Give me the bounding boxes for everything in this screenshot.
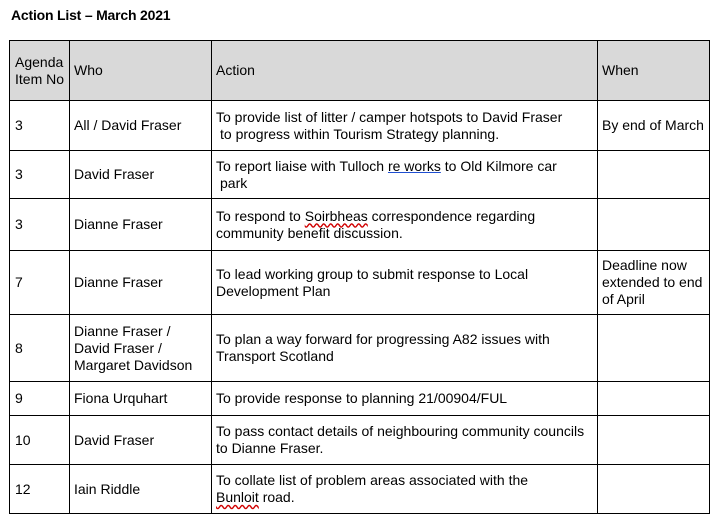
header-row	[10, 41, 710, 101]
action-text: To respond to	[216, 207, 305, 224]
action-text: To collate list of problem areas associated with the	[216, 472, 529, 488]
table-row	[10, 315, 710, 382]
agenda-cell: 8	[10, 315, 70, 382]
who-cell: Dianne Fraser	[70, 251, 212, 315]
when-cell	[598, 416, 710, 465]
when-cell	[598, 382, 710, 416]
who-cell: All / David Fraser	[70, 101, 212, 151]
when-cell	[598, 199, 710, 251]
header-when: When	[598, 41, 710, 101]
action-text: correspondence regarding community benefit discussion.	[216, 207, 536, 241]
who-cell: Dianne Fraser / David Fraser / Margaret Davidson	[70, 315, 212, 382]
action-text: To report liaise with Tulloch	[216, 157, 388, 174]
agenda-cell: 12	[10, 465, 70, 514]
agenda-cell: 9	[10, 382, 70, 416]
when-cell: By end of March	[598, 101, 710, 151]
action-table	[9, 40, 710, 514]
action-text: road.	[258, 489, 295, 505]
who-cell: Fiona Urquhart	[70, 382, 212, 416]
agenda-cell: 10	[10, 416, 70, 465]
table-row	[10, 199, 710, 251]
header-agenda: Agenda Item No	[10, 41, 70, 101]
action-cell	[212, 101, 598, 151]
when-cell: Deadline now extended to end of April	[598, 251, 710, 315]
action-text-spellcheck: Bunloit	[216, 489, 259, 505]
table-row	[10, 151, 710, 199]
who-cell: Iain Riddle	[70, 465, 212, 514]
action-cell	[212, 151, 598, 199]
table-row	[10, 382, 710, 416]
agenda-cell: 3	[10, 151, 70, 199]
page-title: Action List – March 2021	[11, 7, 171, 23]
action-cell: To pass contact details of neighbouring community councils to Dianne Fraser.	[212, 416, 598, 465]
header-who: Who	[70, 41, 212, 101]
action-text-spellcheck: Soirbheas	[304, 207, 368, 224]
agenda-cell: 3	[10, 101, 70, 151]
table-row	[10, 465, 710, 514]
action-text-underlined: re works	[387, 157, 441, 174]
action-text: to Old Kilmore car	[440, 157, 557, 174]
action-cell: To provide response to planning 21/00904/FUL	[212, 382, 598, 416]
action-text: park	[220, 174, 248, 191]
action-cell	[212, 465, 598, 514]
when-cell	[598, 315, 710, 382]
who-cell: Dianne Fraser	[70, 199, 212, 251]
who-cell: David Fraser	[70, 151, 212, 199]
action-text: To provide list of litter / camper hotspots to David Fraser	[216, 108, 563, 125]
action-cell: To lead working group to submit response to Local Development Plan	[212, 251, 598, 315]
table-row	[10, 416, 710, 465]
agenda-cell: 7	[10, 251, 70, 315]
action-text: to progress within Tourism Strategy planning.	[220, 125, 500, 142]
action-cell: To plan a way forward for progressing A82 issues with Transport Scotland	[212, 315, 598, 382]
when-cell	[598, 151, 710, 199]
who-cell: David Fraser	[70, 416, 212, 465]
table-row	[10, 251, 710, 315]
table-row	[10, 101, 710, 151]
action-cell	[212, 199, 598, 251]
when-cell	[598, 465, 710, 514]
header-action: Action	[212, 41, 598, 101]
agenda-cell: 3	[10, 199, 70, 251]
